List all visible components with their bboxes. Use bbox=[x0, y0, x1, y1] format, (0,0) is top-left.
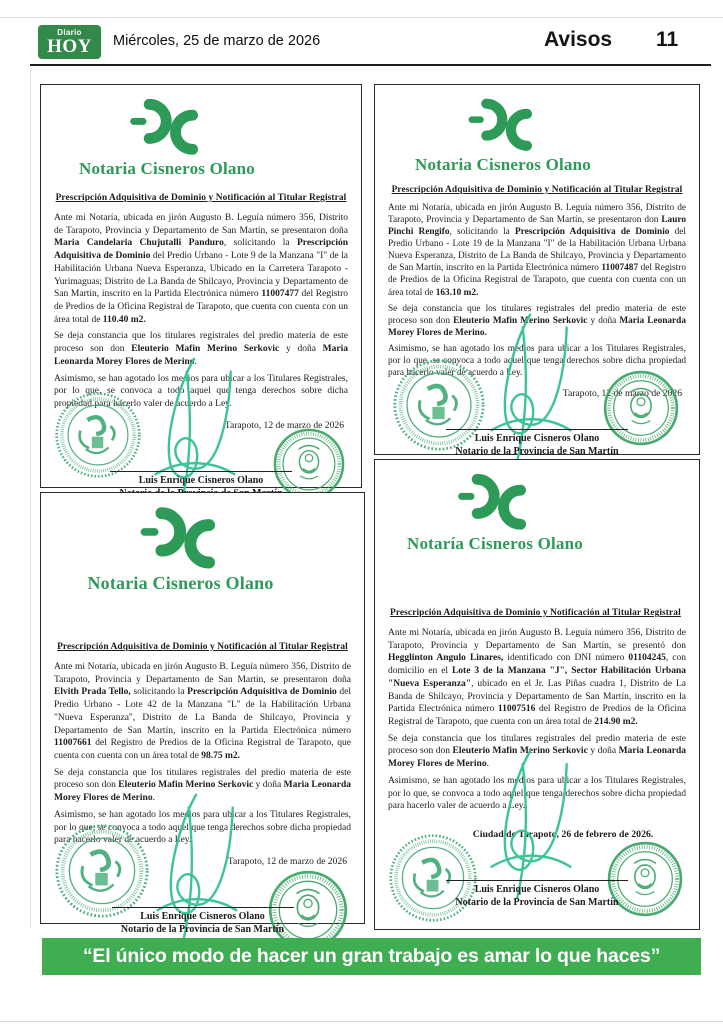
notice-title: Prescripción Adquisitiva de Dominio y Notificación al Titular Registral bbox=[57, 642, 348, 652]
notice-paragraph: Ante mi Notaría, ubicada en jirón Augusto B. Leguía número 356, Distrito de Tarapoto, Provincia y Departamento de San Martín, se presentaron doña Maria Candelaria Chujutalli Panduro, solicitando la Prescripción Adquisitiva de Dominio del Predio Urbano - Lote 9 de la Manzana "I" de la Habilitación Urbana Nueva Esperanza, Ubicado en la Carretera Tarapoto - Yurimaguas; Distrito de La Banda de Shilcayo, Provincia y Departamento de San Martín, inscrito en la Partida Electrónica número 11007477 del Registro de Predios de la Oficina Registral de Tarapoto, que cuenta con cuenta con un área total de 110.40 m2. bbox=[54, 213, 348, 325]
signature-line bbox=[446, 429, 628, 430]
notice-paragraph: Ante mi Notaría, ubicada en jirón Augusto B. Leguía número 356, Distrito de Tarapoto, Provincia y Departamento de San Martín, se presentaron don Lauro Pinchi Rengifo, solicitando la Prescripción Adquisitiva de Dominio del Predio Urbano - Lote 19 de la Manzana "I" de la Habilitación Urbana Urbana Nueva Esperanza, Distrito de La Banda de Shilcayo, Provincia y Departamento de San Martín, inscrito en la Partida Electrónica número 11007487 del Registro de Predios de la Oficina Registral de Tarapoto, que cuenta con cuenta con un área total de 163.10 m2. bbox=[388, 203, 687, 298]
signature-block bbox=[388, 840, 686, 921]
notice-bottom-left bbox=[40, 492, 365, 936]
notice-paragraph: Asimismo, se han agotado los medios para ubicar a los Titulares Registrales, por lo que, se convoca a todo aquel que tenga derechos sobre dicha propiedad para hacerlo valer de acuerdo a Ley. bbox=[54, 809, 351, 846]
section-title: Avisos bbox=[544, 28, 613, 51]
notary-name: Luis Enrique Cisneros Olano bbox=[140, 911, 265, 923]
signature-block bbox=[388, 399, 686, 458]
masthead-diario-label: Diario bbox=[57, 27, 82, 37]
notice-paragraph: Asimismo, se han agotado los medios para ubicar a los Titulares Registrales, por lo que, se convoca a todo aquel que tenga derechos sobre dicha propiedad para hacerlo valer de acuerdo a Ley. bbox=[54, 373, 348, 410]
notary-title: Notario de la Provincia de San Martín bbox=[455, 897, 619, 909]
notice-paragraph: Se deja constancia que los titulares registrales del predio materia de este proceso son don Eleuterio Mafin Merino Serkovic y doña Maria Leonarda Morey Flores de Merino. bbox=[54, 331, 348, 367]
notice-paragraph: Asimismo, se han agotado los medios para ubicar a los Titulares Registrales, por lo que, se convoca a todo aquel que tenga derechos sobre dicha propiedad para hacerlo valer de acuerdo a Ley. bbox=[388, 775, 686, 812]
notary-title: Notario de la Provincia de San Martín bbox=[455, 446, 619, 458]
notaria-brand-name: Notaria Cisneros Olano bbox=[87, 573, 274, 593]
page-number: 11 bbox=[656, 28, 679, 51]
signature-line bbox=[110, 471, 292, 472]
notice-header bbox=[354, 95, 652, 175]
notary-title: Notario de la Provincia de San Martín bbox=[120, 924, 285, 936]
signature-block bbox=[54, 431, 348, 486]
notary-signature-text bbox=[112, 907, 294, 936]
notice-dateline: Tarapoto, 12 de marzo de 2026 bbox=[224, 419, 344, 431]
notary-signature-text bbox=[446, 429, 628, 458]
notice-title: Prescripción Adquisitiva de Dominio y Notificación al Titular Registral bbox=[391, 185, 683, 195]
quote-banner bbox=[42, 938, 701, 975]
notice-header bbox=[32, 503, 329, 594]
notary-name: Luis Enrique Cisneros Olano bbox=[138, 474, 264, 486]
notary-round-seal-icon bbox=[54, 391, 142, 479]
notary-name: Luis Enrique Cisneros Olano bbox=[474, 433, 600, 445]
scan-edge-left bbox=[30, 70, 31, 928]
notaria-monogram-icon bbox=[459, 95, 547, 153]
edition-date: Miércoles, 25 de marzo de 2026 bbox=[113, 33, 321, 49]
notaria-brand-name: Notaria Cisneros Olano bbox=[415, 155, 591, 174]
notice-body bbox=[388, 627, 686, 817]
notice-paragraph: Ante mi Notaría, ubicada en jirón Augusto B. Leguía número 356, Distrito de Tarapoto, Provincia y Departamento de San Martín, se presentaron doña Elvith Prada Tello, solicitando la Prescripción Adquisitiva de Dominio del Predio Urbano - Lote 42 de la Manzana "L" de la Habilitación Urbana "Nueva Esperanza", Distrito de La Banda de Shilcayo, Provincia y Departamento de San Martín, inscrito en la Partida Electrónica número 11007661 del Registro de Predios de la Oficina Registral de Tarapoto, que cuenta con cuenta con un área total de 98.75 m2. bbox=[54, 662, 352, 762]
notaria-monogram-icon bbox=[449, 470, 541, 532]
signature-line bbox=[112, 907, 294, 908]
notice-paragraph: Se deja constancia que los titulares registrales del predio materia de este proceso son don Eleuterio Mafin Merino Serkovic y doña Maria Leonarda Morey Flores de Merino. bbox=[54, 767, 351, 804]
diario-hoy-logo bbox=[38, 25, 101, 59]
notary-name: Luis Enrique Cisneros Olano bbox=[474, 884, 600, 896]
notice-paragraph: Ante mi Notaría, ubicada en jirón Augusto B. Leguía número 356, Distrito de Tarapoto, Provincia y Departamento de San Martín, se presentó don Hegglinton Angulo Linares, identificado con DNI número 01104245, con domicilio en el Lote 3 de la Manzana "J", Sector Habilitación Urbana "Nueva Esperanza", ubicado en el Jr. Las Piñas cuadra 1, Distrito de La Banda de Shilcayo, Provincia y Departamento de San Martín, inscrito en la Partida Electrónica número 11007516 del Registro de Predios de la Oficina Registral de Tarapoto, que cuenta con un área total de 214.90 m2. bbox=[388, 628, 686, 728]
scan-edge-bottom bbox=[0, 1021, 723, 1022]
notice-body bbox=[54, 212, 348, 415]
notice-paragraph: Se deja constancia que los titulares registrales del predio materia de este proceso son don Eleuterio Mafin Merino Serkovic y doña Maria Leonarda Morey Flores de Merino. bbox=[388, 303, 686, 338]
masthead-hoy-label: HOY bbox=[47, 35, 92, 57]
notice-header bbox=[20, 95, 314, 179]
notice-dateline: Tarapoto, 12 de marzo de 2026 bbox=[227, 856, 347, 868]
notice-bottom-right bbox=[374, 459, 700, 930]
signature-block bbox=[54, 867, 351, 936]
notice-top-left bbox=[40, 84, 362, 488]
notice-body bbox=[388, 202, 686, 383]
notaria-brand-name: Notaria Cisneros Olano bbox=[79, 159, 255, 178]
notice-title: Prescripción Adquisitiva de Dominio y Notificación al Titular Registral bbox=[390, 608, 681, 618]
signature-line bbox=[446, 880, 628, 881]
notary-round-seal-icon bbox=[54, 823, 150, 919]
notary-round-seal-icon bbox=[388, 833, 478, 923]
notice-top-right bbox=[374, 84, 700, 458]
page-header bbox=[0, 0, 723, 66]
notary-signature-text bbox=[446, 880, 628, 909]
notice-paragraph: Se deja constancia que los titulares registrales del predio materia de este proceso son don Eleuterio Mafin Merino Serkovic y doña Maria Leonarda Morey Flores de Merino. bbox=[388, 733, 686, 770]
notice-title: Prescripción Adquisitiva de Dominio y Notificación al Titular Registral bbox=[55, 193, 347, 203]
notice-paragraph: Asimismo, se han agotado los medios para ubicar a los Titulares Registrales, por lo que, se convoca a todo aquel que tenga derechos sobre dicha propiedad para hacerlo valer de acuerdo a Ley. bbox=[388, 343, 686, 379]
notice-dateline: Tarapoto, 12 de marzo de 2026 bbox=[562, 388, 682, 400]
notaria-brand-name: Notaría Cisneros Olano bbox=[407, 534, 583, 553]
notice-dateline: Ciudad de Tarapoto, 26 de febrero de 2026. bbox=[472, 829, 654, 841]
notaria-monogram-icon bbox=[130, 503, 232, 571]
quote-text: “El único modo de hacer un gran trabajo es amar lo que haces” bbox=[82, 945, 661, 967]
header-divider bbox=[30, 64, 711, 66]
notice-header bbox=[346, 470, 644, 554]
notaria-monogram-icon bbox=[121, 95, 213, 157]
